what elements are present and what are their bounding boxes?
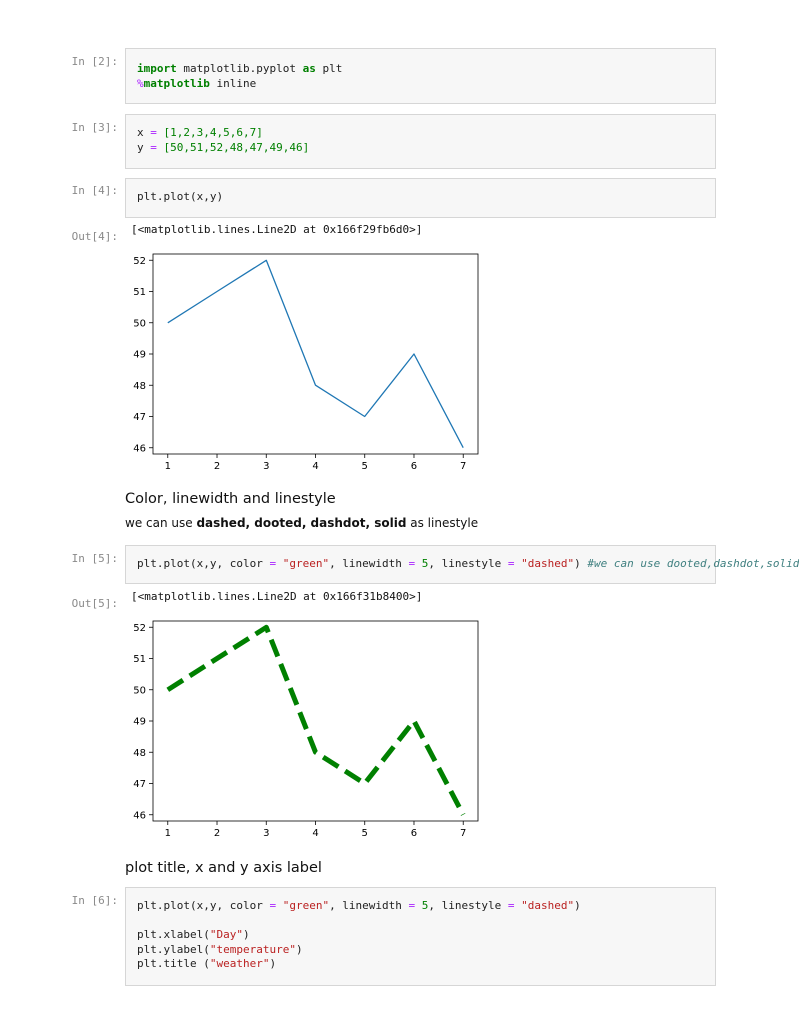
y-tick-label: 51 — [133, 654, 146, 665]
code-line: plt.title ("weather") — [137, 957, 277, 970]
paragraph: we can use dashed, dooted, dashdot, solid as linestyle — [125, 516, 479, 530]
line-chart — [125, 248, 485, 470]
input-prompt: In [4]: — [71, 184, 118, 197]
input-prompt: In [2]: — [71, 55, 118, 68]
x-tick-label: 1 — [164, 461, 171, 472]
x-tick-label: 1 — [164, 828, 171, 839]
code-line: import matplotlib.pyplot as plt — [137, 62, 343, 75]
x-tick-label: 4 — [312, 461, 319, 472]
output-prompt: Out[5]: — [71, 597, 118, 610]
code-line: x = [1,2,3,4,5,6,7] — [137, 126, 263, 139]
code-cell[interactable] — [125, 887, 716, 986]
section-heading: Color, linewidth and linestyle — [125, 491, 336, 507]
y-tick-label: 52 — [133, 622, 146, 634]
input-prompt: In [6]: — [71, 894, 118, 907]
y-tick-label: 49 — [133, 716, 146, 728]
y-tick-label: 48 — [133, 747, 146, 759]
x-tick-label: 6 — [410, 461, 418, 472]
x-tick-label: 5 — [361, 461, 368, 472]
output-text: [<matplotlib.lines.Line2D at 0x166f31b8400>] — [131, 590, 423, 603]
input-prompt: In [5]: — [71, 552, 118, 565]
x-tick-label: 7 — [460, 828, 467, 839]
code-line — [126, 914, 715, 929]
y-tick-label: 50 — [133, 318, 146, 330]
x-tick-label: 3 — [263, 461, 270, 472]
code-cell[interactable] — [125, 114, 716, 169]
output-prompt: Out[4]: — [71, 230, 118, 243]
code-line: plt.plot(x,y, color = "green", linewidth = 5, linestyle = "dashed") — [137, 899, 581, 912]
code-cell[interactable] — [125, 545, 799, 584]
y-tick-label: 46 — [133, 443, 146, 455]
code-line: %matplotlib inline — [137, 76, 257, 90]
code-line: y = [50,51,52,48,47,49,46] — [137, 140, 310, 154]
x-tick-label: 6 — [410, 828, 418, 839]
code-cell[interactable] — [125, 178, 716, 218]
code-cell[interactable] — [125, 48, 716, 104]
code-line: plt.plot(x,y) — [137, 190, 224, 203]
y-tick-label: 47 — [133, 412, 146, 423]
y-tick-label: 48 — [133, 380, 146, 392]
x-tick-label: 2 — [213, 461, 221, 472]
input-prompt: In [3]: — [71, 121, 118, 134]
section-heading: plot title, x and y axis label — [125, 860, 322, 876]
y-tick-label: 50 — [133, 685, 146, 697]
x-tick-label: 4 — [312, 828, 319, 839]
output-text: [<matplotlib.lines.Line2D at 0x166f29fb6d0>] — [131, 223, 423, 236]
code-line: plt.plot(x,y, color = "green", linewidth = 5, linestyle = "dashed") #we can use dooted,dashdot,solid — [137, 557, 799, 570]
plot-area — [153, 254, 478, 454]
x-tick-label: 3 — [263, 828, 270, 839]
y-tick-label: 51 — [133, 287, 146, 298]
x-tick-label: 7 — [460, 461, 467, 472]
y-tick-label: 52 — [133, 255, 146, 267]
y-tick-label: 46 — [133, 810, 146, 822]
code-line: plt.ylabel("temperature") — [137, 942, 303, 956]
x-tick-label: 5 — [361, 828, 368, 839]
line-chart — [125, 615, 485, 837]
plot-area — [153, 621, 478, 821]
y-tick-label: 47 — [133, 779, 146, 790]
x-tick-label: 2 — [213, 828, 221, 839]
y-tick-label: 49 — [133, 349, 146, 361]
code-line: plt.xlabel("Day") — [137, 928, 250, 941]
